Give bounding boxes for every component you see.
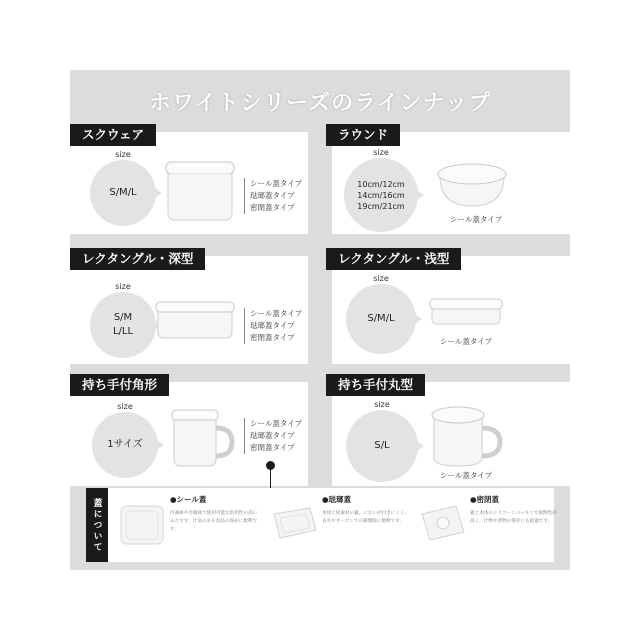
type-item: シール蓋タイプ xyxy=(450,215,502,224)
type-item: シール蓋タイプ xyxy=(250,179,302,188)
card-title-handle-round: 持ち手付丸型 xyxy=(326,374,425,396)
type-item: 琺瑯蓋タイプ xyxy=(250,431,295,440)
lid-description: 蓋と本体のシリコーンパッキンで密閉性が高く、汁物や漬物の保存にも最適です。 xyxy=(470,511,557,524)
size-bubble-square xyxy=(90,150,156,226)
size-value: L/LL xyxy=(112,326,134,337)
round-container-image xyxy=(434,156,510,210)
rect-shallow-container-image xyxy=(428,294,504,328)
size-label: size xyxy=(115,150,131,159)
lid-item-airtight xyxy=(418,494,557,558)
size-value: 1サイズ xyxy=(107,439,143,450)
size-label: size xyxy=(117,402,133,411)
handle-round-container-image xyxy=(428,404,508,468)
size-value: 19cm/21cm xyxy=(357,201,405,211)
card-title-round: ラウンド xyxy=(326,124,400,146)
lid-heading: 蓋について xyxy=(86,488,108,562)
page-title: ホワイトシリーズのラインナップ xyxy=(148,91,492,116)
card-square xyxy=(70,127,308,234)
type-item: 密閉蓋タイプ xyxy=(250,443,295,452)
type-item: 密閉蓋タイプ xyxy=(250,203,295,212)
lid-description: 冷凍庫や冷蔵庫で使用可能な汎用性の高いふたです。汁気のある食品の保存に便利です。 xyxy=(170,511,258,532)
size-label: size xyxy=(115,282,131,291)
type-item: 密閉蓋タイプ xyxy=(250,333,295,342)
type-item: 琺瑯蓋タイプ xyxy=(250,321,295,330)
type-list-handle-square xyxy=(244,418,302,454)
size-value: 10cm/12cm xyxy=(357,179,405,189)
card-rect-deep xyxy=(70,251,308,364)
lid-name: ●シール蓋 xyxy=(170,495,207,504)
lid-description: 本体と同素材の蓋。においが付きにくく、直火やオーブンでの調理時に便利です。 xyxy=(322,511,410,524)
card-title-handle-square: 持ち手付角形 xyxy=(70,374,169,396)
airtight-lid-image xyxy=(418,502,466,548)
card-handle-round xyxy=(332,377,570,486)
size-label: size xyxy=(373,274,389,283)
card-title-rect-deep: レクタングル・深型 xyxy=(70,248,205,270)
size-value: S/M xyxy=(113,312,133,323)
size-label: size xyxy=(373,148,389,157)
type-list-rect-deep xyxy=(244,308,302,344)
seal-lid-image xyxy=(118,500,166,550)
connector-line xyxy=(270,466,271,490)
size-value: S/M/L xyxy=(367,313,395,324)
card-rect-shallow xyxy=(332,251,570,364)
size-value: S/M/L xyxy=(109,187,137,198)
card-title-rect-shallow: レクタングル・浅型 xyxy=(326,248,461,270)
enamel-lid-image xyxy=(270,504,318,546)
card-handle-square xyxy=(70,377,308,486)
size-label: size xyxy=(374,400,390,409)
lid-section xyxy=(86,488,557,562)
size-bubble-handle-round xyxy=(346,400,418,482)
square-container-image xyxy=(164,158,236,224)
type-item: シール蓋タイプ xyxy=(440,471,492,480)
card-title-square: スクウェア xyxy=(70,124,156,146)
type-item: シール蓋タイプ xyxy=(250,309,302,318)
type-item: シール蓋タイプ xyxy=(250,419,302,428)
lid-name: ●琺瑯蓋 xyxy=(322,495,352,504)
handle-square-container-image xyxy=(170,406,236,472)
size-bubble-round xyxy=(344,148,418,232)
size-bubble-rect-shallow xyxy=(346,274,416,354)
type-list-square xyxy=(244,178,302,214)
type-item: シール蓋タイプ xyxy=(440,337,492,346)
size-value: S/L xyxy=(374,440,390,451)
size-bubble-handle-square xyxy=(92,402,158,478)
lid-item-enamel xyxy=(270,494,410,558)
lid-item-seal xyxy=(118,494,258,558)
card-round xyxy=(332,127,570,234)
lineup-panel xyxy=(70,70,570,570)
size-bubble-rect-deep xyxy=(90,282,156,358)
size-value: 14cm/16cm xyxy=(357,190,405,200)
rect-deep-container-image xyxy=(154,298,236,342)
type-item: 琺瑯蓋タイプ xyxy=(250,191,295,200)
lid-name: ●密閉蓋 xyxy=(470,495,500,504)
